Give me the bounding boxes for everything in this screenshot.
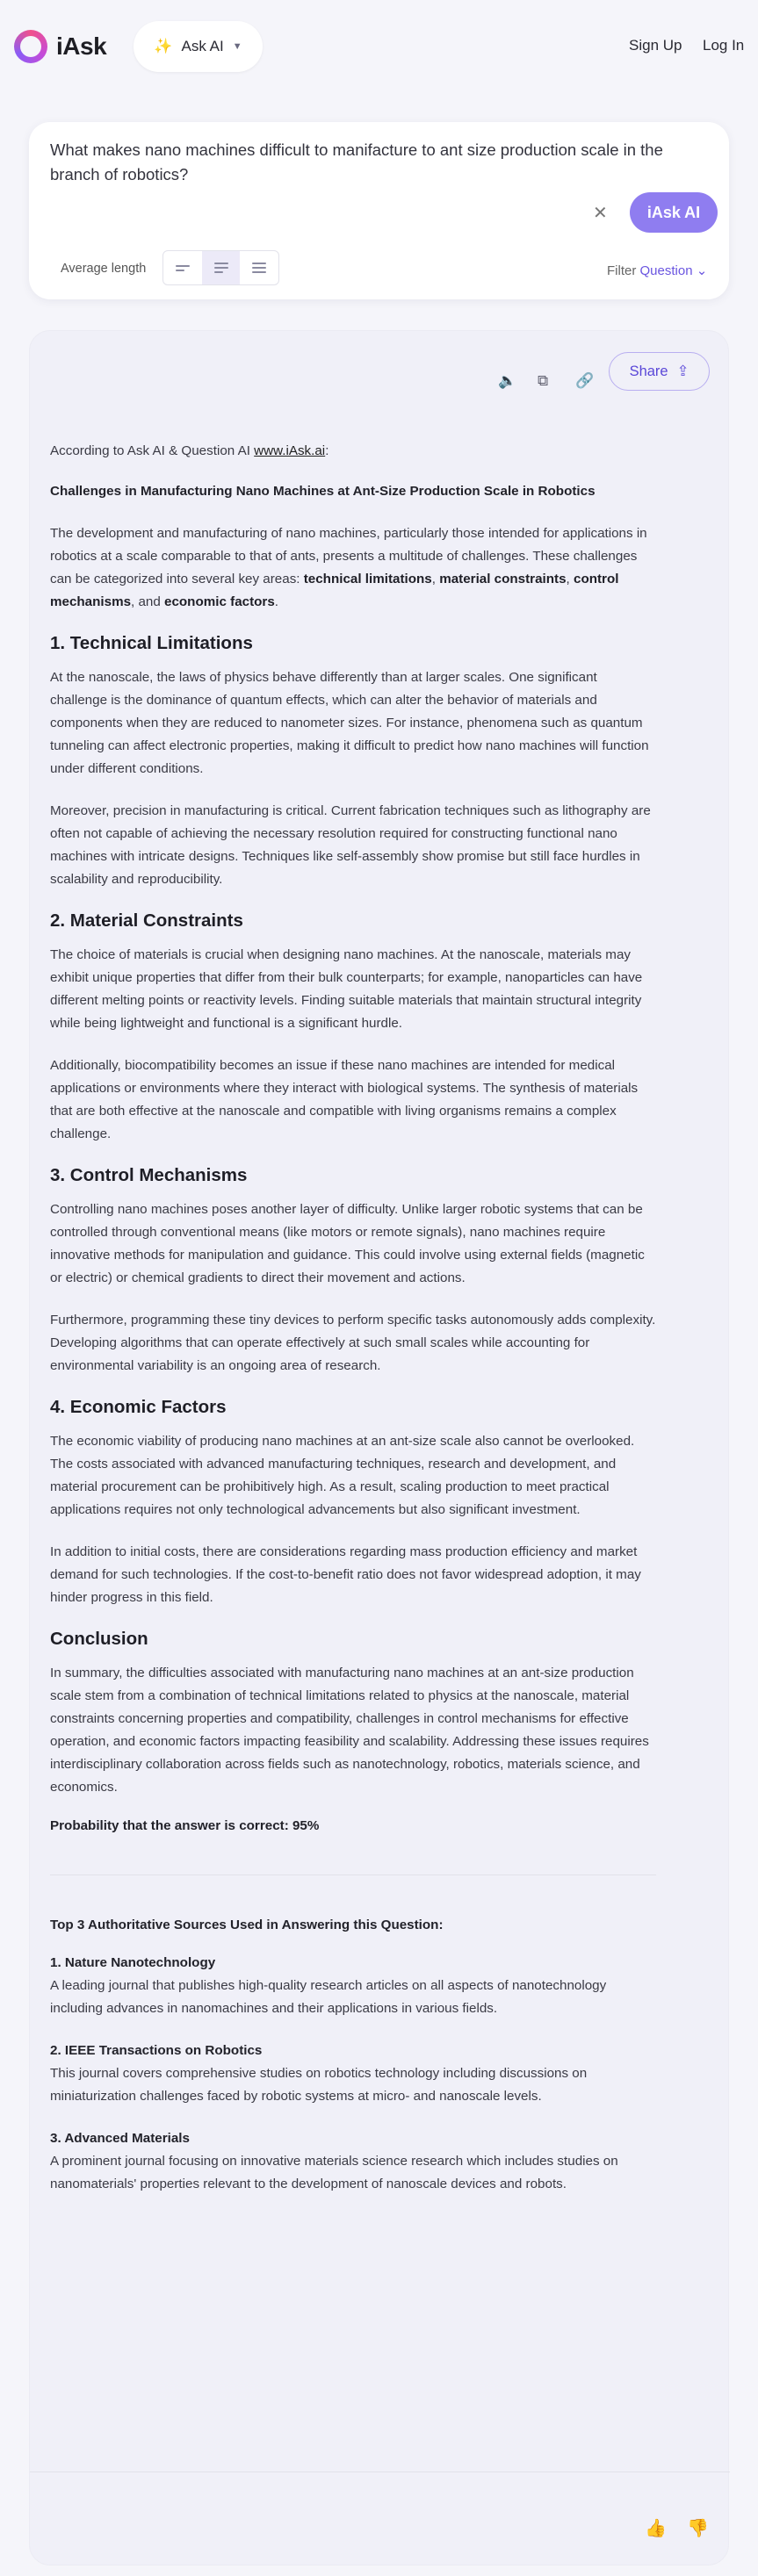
overview-text: The development and manufacturing of nano machines, particularly those intended for applications in robotics at a scale comparable to that of ants, presents a multitude of challenges. These challenges can be categorized into several key areas: bbox=[50, 526, 647, 586]
length-short-option[interactable] bbox=[163, 251, 202, 284]
thumbs-down-icon[interactable]: 👎 bbox=[687, 2519, 709, 2538]
section-paragraph: Furthermore, programming these tiny devices to perform specific tasks autonomously adds complexity. Developing algorithms that can operate effectively at such small scales while accounting for environmental variability is an ongoing area of research. bbox=[50, 1313, 656, 1373]
section-paragraph: Controlling nano machines poses another layer of difficulty. Unlike larger robotic systems that can be controlled through conventional means (like motors or remote signals), nano machines require innovative methods for manipulation and guidance. This could involve using external fields (magnetic or electric) or chemical gradients to direct their movement and actions. bbox=[50, 1202, 645, 1285]
answer-content bbox=[50, 440, 656, 2215]
length-medium-option[interactable] bbox=[202, 251, 241, 284]
mode-selector[interactable] bbox=[134, 21, 263, 72]
source-item bbox=[50, 1952, 656, 2020]
intro-line bbox=[50, 440, 656, 463]
separator: , and bbox=[131, 594, 165, 609]
copy-icon[interactable]: ⧉ bbox=[538, 372, 549, 389]
section-heading: 1. Technical Limitations bbox=[50, 633, 253, 653]
source-description: A leading journal that publishes high-quality research articles on all aspects of nanotechnology including advances in nanomachines and their applications in various fields. bbox=[50, 1978, 607, 2016]
source-name: 3. Advanced Materials bbox=[50, 2131, 190, 2146]
length-long-option[interactable] bbox=[240, 251, 278, 284]
question-card bbox=[29, 122, 729, 299]
keyword-control: control mechanisms bbox=[50, 572, 619, 609]
section-heading: 2. Material Constraints bbox=[50, 910, 243, 931]
section-paragraph: Additionally, biocompatibility becomes an issue if these nano machines are intended for medical applications or environments where they interact with biological systems. The synthesis of materials that are both effective at the nanoscale and compatible with living organisms remains a complex challenge. bbox=[50, 1058, 639, 1141]
section-paragraph: In addition to initial costs, there are considerations regarding mass production efficiency and market demand for such technologies. If the cost-to-benefit ratio does not favor widespread adoption, it may hinder progress in this field. bbox=[50, 1544, 641, 1605]
length-label: Average length bbox=[61, 262, 147, 276]
mode-label: Ask AI bbox=[181, 38, 224, 54]
share-button[interactable] bbox=[609, 352, 710, 391]
filter-dropdown[interactable] bbox=[607, 263, 707, 278]
medium-lines-icon bbox=[214, 263, 228, 273]
share-label: Share bbox=[629, 363, 668, 379]
period: . bbox=[274, 594, 279, 609]
source-name: 2. IEEE Transactions on Robotics bbox=[50, 2043, 263, 2058]
conclusion-heading: Conclusion bbox=[50, 1629, 148, 1649]
sign-up-link[interactable]: Sign Up bbox=[629, 37, 682, 54]
section-heading: 3. Control Mechanisms bbox=[50, 1165, 248, 1185]
keyword-technical: technical limitations bbox=[303, 572, 432, 586]
answer-card bbox=[29, 330, 729, 2565]
section-paragraph: The choice of materials is crucial when designing nano machines. At the nanoscale, materials may exhibit unique properties that differ from their bulk counterparts; for example, nanoparticles can have different melting points or reactivity levels. Finding suitable materials that maintain structural integrity while being lightweight and functional is a significant hurdle. bbox=[50, 947, 643, 1031]
chevron-down-icon: ⌄ bbox=[696, 263, 708, 278]
length-selector bbox=[162, 250, 279, 285]
long-lines-icon bbox=[252, 263, 266, 273]
question-input[interactable]: What makes nano machines difficult to manifacture to ant size production scale in the branch of robotics? bbox=[50, 140, 663, 183]
intro-suffix: : bbox=[325, 443, 329, 458]
log-in-link[interactable]: Log In bbox=[703, 37, 745, 54]
chevron-down-icon: ▼ bbox=[232, 41, 242, 52]
header bbox=[0, 0, 758, 93]
short-lines-icon bbox=[176, 265, 190, 271]
divider bbox=[50, 1874, 656, 1875]
iask-link[interactable]: www.iAsk.ai bbox=[254, 443, 326, 458]
separator: , bbox=[566, 572, 574, 586]
section-paragraph: At the nanoscale, the laws of physics behave differently than at larger scales. One significant challenge is the dominance of quantum effects, which can alter the behavior of materials and components when they are reduced to nanometer sizes. For instance, phenomena such as quantum tunneling can affect electronic properties, making it difficult to predict how nano machines will function under different conditions. bbox=[50, 670, 649, 776]
share-icon: ⇪ bbox=[676, 363, 689, 379]
brand-name: iAsk bbox=[56, 32, 107, 60]
link-icon[interactable]: 🔗 bbox=[575, 372, 595, 389]
filter-value: Question bbox=[639, 263, 693, 278]
keyword-economic: economic factors bbox=[164, 594, 275, 609]
filter-label: Filter bbox=[607, 263, 637, 278]
logo[interactable] bbox=[14, 30, 106, 63]
source-description: A prominent journal focusing on innovative materials science research which includes studies on nanomaterials' properties relevant to the development of nanoscale devices and robots. bbox=[50, 2154, 618, 2191]
section-heading: 4. Economic Factors bbox=[50, 1397, 227, 1417]
conclusion-paragraph: In summary, the difficulties associated with manufacturing nano machines at an ant-size production scale stem from a combination of technical limitations related to physics at the nanoscale, material constraints concerning properties and compatibility, challenges in control mechanisms for effective operation, and economic factors impacting feasibility and scalability. Addressing these issues requires interdisciplinary collaboration across fields such as nanotechnology, robotics, materials science, and economics. bbox=[50, 1666, 649, 1795]
probability-text: Probability that the answer is correct: 95% bbox=[50, 1818, 320, 1833]
keyword-material: material constraints bbox=[439, 572, 567, 586]
source-item bbox=[50, 2040, 656, 2108]
thumbs-up-icon[interactable]: 👍 bbox=[645, 2519, 667, 2538]
intro-prefix: According to Ask AI & Question AI bbox=[50, 443, 255, 458]
section-paragraph: Moreover, precision in manufacturing is critical. Current fabrication techniques such as lithography are often not capable of achieving the necessary resolution required for constructing functional nano machines with intricate designs. Techniques like self-assembly show promise but still face hurdles in scalability and reproducibility. bbox=[50, 803, 651, 887]
section-paragraph: The economic viability of producing nano machines at an ant-size scale also cannot be overlooked. The costs associated with advanced manufacturing techniques, research and development, and material procurement can be prohibitively high. As a result, scaling production to meet practical applications requires not only technological advancements but also significant investment. bbox=[50, 1434, 635, 1517]
sparkle-icon: ✨ bbox=[154, 38, 173, 54]
sources-heading: Top 3 Authoritative Sources Used in Answering this Question: bbox=[50, 1918, 444, 1932]
submit-button[interactable]: iAsk AI bbox=[630, 192, 718, 233]
speaker-icon[interactable]: 🔈 bbox=[498, 372, 517, 389]
source-name: 1. Nature Nanotechnology bbox=[50, 1955, 216, 1970]
separator: , bbox=[431, 572, 440, 586]
close-icon[interactable]: ✕ bbox=[593, 204, 608, 223]
answer-subtitle: Challenges in Manufacturing Nano Machines at Ant-Size Production Scale in Robotics bbox=[50, 484, 596, 499]
source-item bbox=[50, 2127, 656, 2196]
logo-ring-icon bbox=[14, 30, 47, 63]
overview-paragraph bbox=[50, 522, 656, 614]
source-description: This journal covers comprehensive studies on robotics technology including discussions on miniaturization challenges faced by robotic systems at micro- and nanoscale levels. bbox=[50, 2066, 588, 2104]
